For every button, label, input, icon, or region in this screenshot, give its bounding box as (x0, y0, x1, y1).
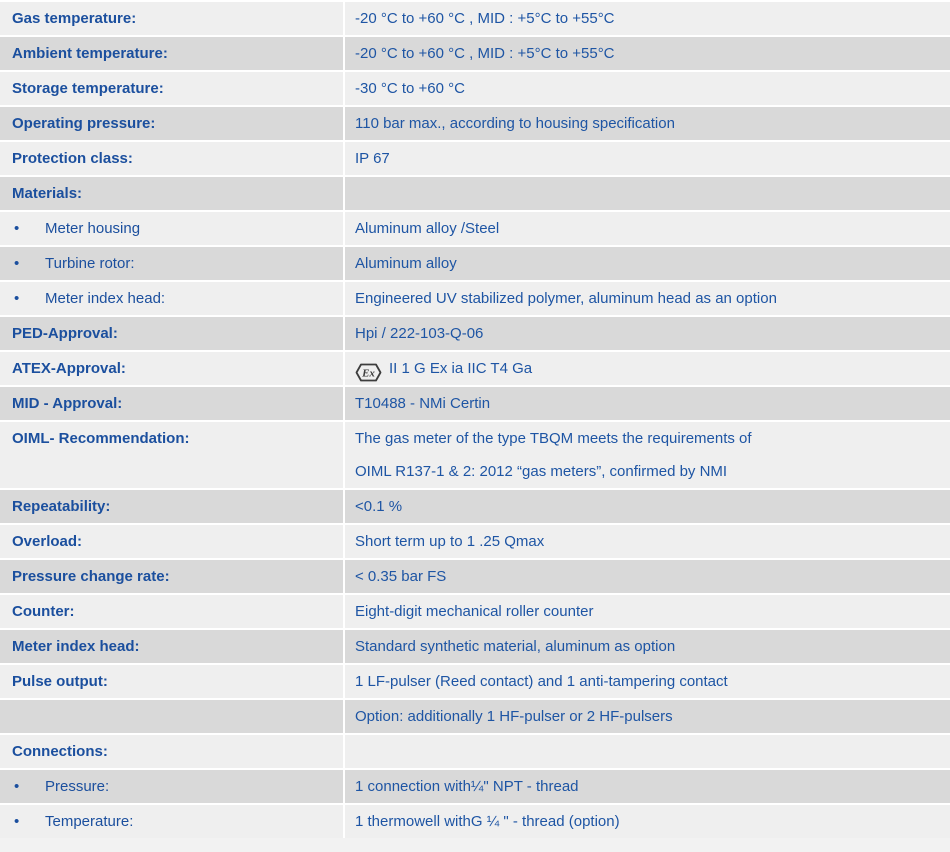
spec-label: Materials: (12, 185, 83, 202)
spec-value: -20 °C to +60 °C , MID : +5°C to +55°C (355, 10, 615, 27)
spec-value: 1 connection with¼" NPT - thread (355, 778, 579, 795)
spec-value: -30 °C to +60 °C (355, 80, 465, 97)
spec-value-cell (345, 142, 950, 175)
ex-hexagon-icon (355, 363, 382, 382)
spec-value-cell (345, 352, 950, 385)
spec-value-cell (345, 37, 950, 70)
table-row (0, 177, 950, 210)
spec-label-cell (0, 560, 343, 593)
spec-value: Hpi / 222-103-Q-06 (355, 325, 484, 342)
spec-value-cell (345, 805, 950, 838)
spec-value: T10488 - NMi Certin (355, 395, 491, 412)
spec-value-cell (345, 770, 950, 803)
table-row (0, 665, 950, 698)
spec-label-cell (0, 72, 343, 105)
table-row (0, 72, 950, 105)
spec-label-cell (0, 805, 343, 838)
spec-value: Aluminum alloy (355, 255, 457, 272)
spec-value: Eight-digit mechanical roller counter (355, 603, 594, 620)
spec-label-cell (0, 490, 343, 523)
spec-value: -20 °C to +60 °C , MID : +5°C to +55°C (355, 45, 615, 62)
spec-value-cell (345, 630, 950, 663)
spec-label-cell (0, 247, 343, 280)
spec-value-cell (345, 560, 950, 593)
spec-value: 1 LF-pulser (Reed contact) and 1 anti-tampering contact (355, 673, 728, 690)
bullet-icon: • (14, 813, 20, 830)
spec-label: Storage temperature: (12, 80, 164, 97)
bullet-icon: • (14, 220, 20, 237)
spec-label-cell (0, 630, 343, 663)
spec-label: Operating pressure: (12, 115, 156, 132)
spec-value: 1 thermowell withG ¼ " - thread (option) (355, 813, 620, 830)
spec-value: Short term up to 1 .25 Qmax (355, 533, 545, 550)
table-row (0, 107, 950, 140)
spec-value-cell (345, 212, 950, 245)
spec-label-cell (0, 282, 343, 315)
spec-label: Gas temperature: (12, 10, 137, 27)
spec-value-cell (345, 107, 950, 140)
spec-label: OIML- Recommendation: (12, 430, 190, 447)
spec-value: < 0.35 bar FS (355, 568, 447, 585)
spec-label-cell (0, 2, 343, 35)
spec-label: Meter index head: (45, 290, 166, 307)
table-row (0, 560, 950, 593)
spec-value-cell (345, 422, 950, 488)
table-row (0, 630, 950, 663)
bullet-icon: • (14, 290, 20, 307)
spec-value-cell (345, 525, 950, 558)
table-row (0, 700, 950, 733)
spec-value-cell (345, 72, 950, 105)
spec-label: Meter index head: (12, 638, 140, 655)
table-row (0, 595, 950, 628)
spec-label: Pulse output: (12, 673, 108, 690)
spec-value: Aluminum alloy /Steel (355, 220, 500, 237)
bullet-icon: • (14, 778, 20, 795)
ex-icon-text: Ex (362, 367, 375, 380)
spec-label: Turbine rotor: (45, 255, 135, 272)
spec-label-cell (0, 735, 343, 768)
spec-value-cell (345, 490, 950, 523)
page-bottom-margin (0, 838, 950, 852)
spec-label-cell (0, 37, 343, 70)
spec-label-cell (0, 142, 343, 175)
table-row (0, 770, 950, 803)
spec-label: Temperature: (45, 813, 134, 830)
table-row (0, 142, 950, 175)
spec-value: Standard synthetic material, aluminum as option (355, 638, 676, 655)
table-row (0, 317, 950, 350)
table-row (0, 282, 950, 315)
table-row (0, 352, 950, 385)
table-row (0, 805, 950, 838)
spec-label: Counter: (12, 603, 75, 620)
spec-label-cell (0, 212, 343, 245)
spec-value-cell (345, 177, 950, 210)
spec-label-cell (0, 525, 343, 558)
table-row (0, 37, 950, 70)
spec-label: ATEX-Approval: (12, 360, 126, 377)
table-row (0, 387, 950, 420)
spec-label: Repeatability: (12, 498, 111, 515)
spec-label: Connections: (12, 743, 108, 760)
spec-value-line: OIML R137-1 & 2: 2012 “gas meters”, confirmed by NMI (355, 463, 728, 480)
spec-value-cell (345, 665, 950, 698)
spec-value-cell (345, 282, 950, 315)
spec-label-cell (0, 770, 343, 803)
spec-label-cell (0, 107, 343, 140)
spec-value-cell (345, 2, 950, 35)
table-row (0, 490, 950, 523)
table-row (0, 2, 950, 35)
spec-label: Ambient temperature: (12, 45, 168, 62)
spec-label: Overload: (12, 533, 83, 550)
spec-value-cell (345, 595, 950, 628)
spec-label-cell (0, 422, 343, 488)
table-row (0, 422, 950, 488)
spec-value: Option: additionally 1 HF-pulser or 2 HF-pulsers (355, 708, 673, 725)
spec-value: Engineered UV stabilized polymer, aluminum head as an option (355, 290, 777, 307)
spec-value-line: The gas meter of the type TBQM meets the requirements of (355, 430, 752, 447)
bullet-icon: • (14, 255, 20, 272)
spec-value: IP 67 (355, 150, 390, 167)
table-row (0, 525, 950, 558)
spec-value-cell (345, 735, 950, 768)
table-row (0, 247, 950, 280)
spec-value-cell (345, 317, 950, 350)
spec-label: Protection class: (12, 150, 133, 167)
spec-label: Pressure change rate: (12, 568, 170, 585)
spec-label-cell (0, 352, 343, 385)
spec-value (355, 422, 752, 488)
spec-label: Meter housing (45, 220, 141, 237)
spec-value: 110 bar max., according to housing specification (355, 115, 675, 132)
spec-value: <0.1 % (355, 498, 403, 515)
spec-value: II 1 G Ex ia IIC T4 Ga (389, 360, 533, 377)
spec-label-cell (0, 317, 343, 350)
spec-value-cell (345, 247, 950, 280)
table-row (0, 735, 950, 768)
spec-value-cell (345, 700, 950, 733)
spec-label: Pressure: (45, 778, 110, 795)
spec-label-cell (0, 665, 343, 698)
spec-label: MID - Approval: (12, 395, 123, 412)
spec-label-cell (0, 387, 343, 420)
spec-value-cell (345, 387, 950, 420)
spec-label-cell (0, 700, 343, 733)
spec-label: PED-Approval: (12, 325, 118, 342)
spec-label-cell (0, 595, 343, 628)
table-row (0, 212, 950, 245)
spec-label-cell (0, 177, 343, 210)
